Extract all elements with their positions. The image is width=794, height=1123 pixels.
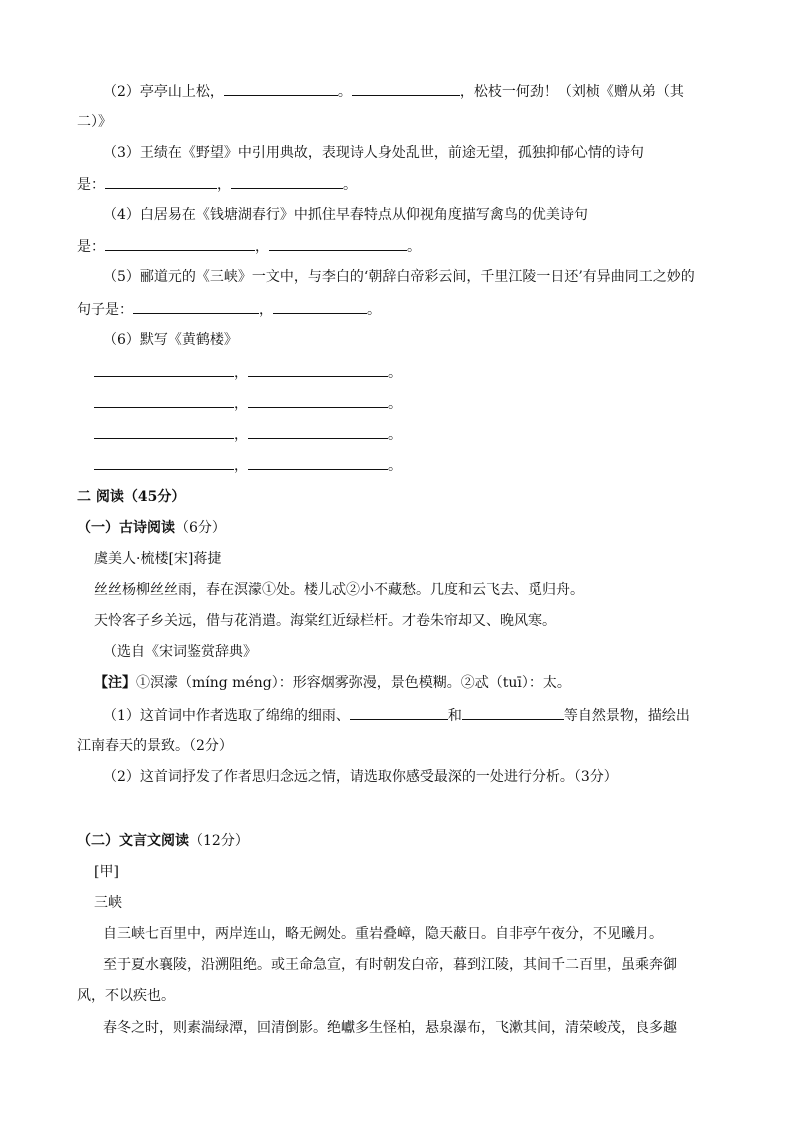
comma-mark: ， (255, 239, 269, 255)
part-2-heading-score: （12分） (189, 833, 249, 849)
poem-answer-line (94, 393, 402, 414)
passage-title: 三峡 (94, 895, 122, 911)
answer-blank[interactable] (248, 455, 388, 470)
note-label: 【注】 (94, 675, 136, 691)
period-mark: 。 (367, 302, 381, 318)
answer-blank[interactable] (350, 705, 448, 720)
part-1-question-1-wrap: 江南春天的景致。（2分） (77, 738, 233, 754)
question-text: 和 (447, 708, 462, 724)
answer-blank[interactable] (224, 81, 338, 96)
answer-blank[interactable] (94, 393, 234, 408)
comma-mark: ， (259, 302, 273, 318)
answer-blank[interactable] (462, 705, 564, 720)
comma-mark: ， (217, 177, 231, 193)
poem-title: 虞美人·梳楼[宋]蒋捷 (94, 551, 222, 567)
poem-answer-line (94, 362, 402, 383)
question-2-wrap: 二）》 (77, 114, 112, 130)
question-3-text: （3）王绩在《野望》中引用典故，表现诗人身处乱世，前途无望，孤独抑郁心情的诗句 (103, 145, 644, 161)
question-2-prefix: （2）亭亭山上松， (103, 84, 224, 100)
part-1-heading-title: （一）古诗阅读 (77, 520, 175, 536)
part-1-heading (77, 518, 226, 538)
answer-blank[interactable] (133, 299, 259, 314)
question-text: 等自然景物，描绘出 (563, 708, 690, 724)
passage-paragraph: 至于夏水襄陵，沿溯阻绝。或王命急宣，有时朝发白帝，暮到江陵，其间千二百里，虽乘奔御 (103, 957, 677, 973)
period-mark: 。 (388, 427, 402, 443)
question-6-title: （6）默写《黄鹤楼》 (103, 332, 238, 348)
question-2-suffix: ，松枝一何劲！（刘桢《赠从弟（其 (459, 84, 684, 100)
answer-prefix: 是： (77, 239, 105, 255)
answer-blank[interactable] (248, 393, 388, 408)
passage-paragraph: 自三峡七百里中，两岸连山，略无阙处。重岩叠嶂，隐天蔽日。自非亭午夜分，不见曦月。 (103, 926, 663, 942)
passage-paragraph: 春冬之时，则素湍绿潭，回清倒影。绝巘多生怪柏，悬泉瀑布，飞漱其间，清荣峻茂，良多趣 (103, 1020, 677, 1036)
answer-blank[interactable] (273, 299, 367, 314)
part-2-heading-title: （二）文言文阅读 (77, 833, 189, 849)
poem-line: 丝丝杨柳丝丝雨，春在溟濛①处。楼儿忒②小不藏愁。几度和云飞去、觅归舟。 (94, 582, 584, 598)
answer-blank[interactable] (94, 455, 234, 470)
question-3-answer-line (77, 174, 357, 195)
comma-mark: ， (234, 427, 248, 443)
question-5-text: （5）郦道元的《三峡》一文中，与李白的‘朝辞白帝彩云间，千里江陵一日还’有异曲同工之妙的 (103, 269, 695, 285)
note-text: ①溟濛（míng méng）：形容烟雾弥漫，景色模糊。②忒（tuī）：太。 (136, 675, 571, 691)
question-4-answer-line (77, 236, 421, 257)
answer-blank[interactable] (94, 424, 234, 439)
poem-source: （选自《宋词鉴赏辞典》 (103, 644, 257, 660)
part-1-question-2: （2）这首词抒发了作者思归念远之情，请选取你感受最深的一处进行分析。（3分） (103, 769, 618, 785)
question-2-line (103, 81, 684, 102)
comma-mark: ， (234, 458, 248, 474)
period-mark: 。 (388, 458, 402, 474)
passage-paragraph-wrap: 风，不以疾也。 (77, 988, 175, 1004)
part-1-heading-score: （6分） (175, 520, 226, 536)
answer-blank[interactable] (248, 362, 388, 377)
answer-blank[interactable] (231, 174, 343, 189)
poem-note (94, 673, 571, 693)
answer-prefix: 是： (77, 177, 105, 193)
period-mark: 。 (388, 365, 402, 381)
section-heading: 二 阅读（45分） (77, 489, 186, 505)
answer-blank[interactable] (248, 424, 388, 439)
poem-answer-line (94, 455, 402, 476)
period-mark: 。 (407, 239, 421, 255)
question-4-text: （4）白居易在《钱塘湖春行》中抓住早春特点从仰视角度描写禽鸟的优美诗句 (103, 207, 588, 223)
passage-label: [甲] (94, 864, 119, 880)
answer-blank[interactable] (352, 81, 460, 96)
answer-prefix: 句子是： (77, 302, 133, 318)
period-mark: 。 (337, 84, 352, 100)
period-mark: 。 (388, 396, 402, 412)
answer-blank[interactable] (94, 362, 234, 377)
answer-blank[interactable] (105, 236, 255, 251)
period-mark: 。 (343, 177, 357, 193)
part-2-heading (77, 831, 249, 851)
question-text: （1）这首词中作者选取了绵绵的细雨、 (103, 708, 350, 724)
answer-blank[interactable] (269, 236, 407, 251)
question-5-answer-line (77, 299, 381, 320)
answer-blank[interactable] (105, 174, 217, 189)
part-1-question-1 (103, 705, 690, 726)
comma-mark: ， (234, 365, 248, 381)
poem-line: 天怜客子乡关远，借与花消遣。海棠红近绿栏杆。才卷朱帘却又、晚风寒。 (94, 613, 556, 629)
comma-mark: ， (234, 396, 248, 412)
poem-answer-line (94, 424, 402, 445)
